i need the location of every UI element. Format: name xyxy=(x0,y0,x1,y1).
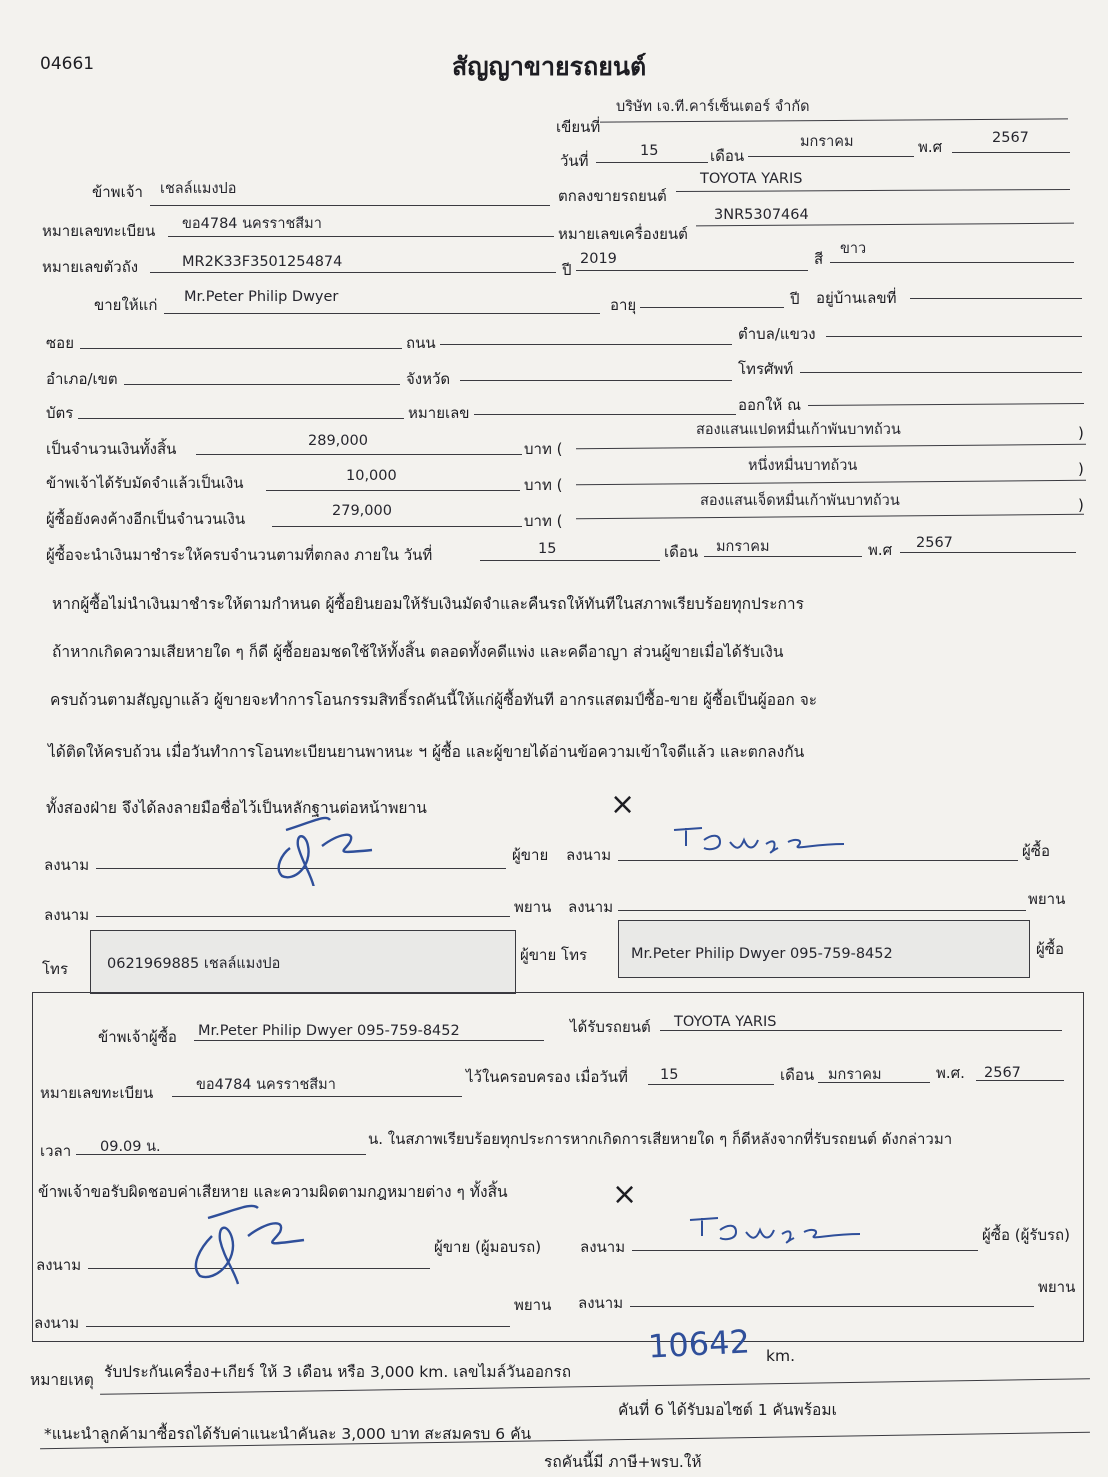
pay-year-label: พ.ศ xyxy=(868,541,893,559)
total-amount: 289,000 xyxy=(308,433,368,449)
receipt-witness2-sign-label: ลงนาม xyxy=(578,1294,624,1312)
pay-month: มกราคม xyxy=(716,539,770,555)
written-at-line xyxy=(600,118,1068,122)
document-title: สัญญาขายรถยนต์ xyxy=(452,52,647,81)
soi-label: ซอย xyxy=(46,334,74,352)
terms-line-3: ครบถ้วนตามสัญญาแล้ว ผู้ขายจะทำการโอนกรรมสิทธิ์รถคันนี้ให้แก่ผู้ซื้อทันที อากรแสตมป์ซื้อ-ขาย ผู้ซื้อเป็นผู้ออก จะ xyxy=(50,691,818,709)
seller-name: เชลล์แมงปอ xyxy=(160,181,237,197)
date-day-line xyxy=(596,162,708,163)
buyer-role-label: ผู้ซื้อ xyxy=(1022,842,1050,860)
road-line xyxy=(440,344,732,345)
receipt-condition-text: น. ในสภาพเรียบร้อยทุกประการหากเกิดการเสียหายใด ๆ ก็ดีหลังจากที่รับรถยนต์ ดังกล่าวมา xyxy=(368,1130,953,1148)
receipt-month: มกราคม xyxy=(828,1067,882,1083)
car-color: ขาว xyxy=(840,241,867,257)
color-label: สี xyxy=(814,250,824,268)
age-label: อายุ xyxy=(610,296,637,314)
color-line xyxy=(830,262,1074,263)
receipt-buyer-sign-label: ลงนาม xyxy=(580,1238,626,1256)
car-model: TOYOTA YARIS xyxy=(700,171,803,187)
receipt-car: TOYOTA YARIS xyxy=(674,1014,777,1030)
remaining-words-line xyxy=(576,514,1084,519)
pay-day-line xyxy=(480,560,660,561)
receipt-time: 09.09 น. xyxy=(100,1139,161,1155)
date-year: 2567 xyxy=(992,130,1029,146)
terms-line-4: ได้ติดให้ครบถ้วน เมื่อวันทำการโอนทะเบียนยานพาหนะ ฯ ผู้ซื้อ และผู้ขายได้อ่านข้อความเข้าใจดีแล้ว และตกลงกัน xyxy=(48,743,805,761)
receipt-received-label: ได้รับรถยนต์ xyxy=(570,1018,651,1036)
receipt-reg: ขอ4784 นครราชสีมา xyxy=(196,1077,336,1093)
buyer-signature xyxy=(664,820,854,860)
receipt-buyer-role: ผู้ซื้อ (ผู้รับรถ) xyxy=(982,1226,1070,1244)
receipt-buyer-label: ข้าพเจ้าผู้ซื้อ xyxy=(98,1028,177,1046)
date-label: วันที่ xyxy=(560,152,589,170)
card-no-label: หมายเลข xyxy=(408,404,470,422)
terms-line-5: ทั้งสองฝ่าย จึงได้ลงลายมือชื่อไว้เป็นหลักฐานต่อหน้าพยาน xyxy=(46,799,427,817)
issued-at-label: ออกให้ ณ xyxy=(738,396,801,414)
pay-by-label: ผู้ซื้อจะนำเงินมาชำระให้ครบจำนวนตามที่ตกลง ภายใน วันที่ xyxy=(46,546,433,564)
receipt-buyer-x-mark: × xyxy=(612,1177,638,1212)
pay-month-label: เดือน xyxy=(664,543,699,561)
car-year-line xyxy=(576,270,808,271)
receipt-buyer: Mr.Peter Philip Dwyer 095-759-8452 xyxy=(198,1023,460,1039)
pay-year-line xyxy=(900,552,1076,553)
seller-phone: 0621969885 เชลล์แมงปอ xyxy=(107,956,281,972)
seller-phone-box xyxy=(90,930,516,994)
notes-label: หมายเหตุ xyxy=(30,1371,94,1389)
car-year-label: ปี xyxy=(562,261,572,279)
chassis-label: หมายเลขตัวถัง xyxy=(42,258,139,276)
total-line xyxy=(196,454,522,455)
receipt-month-label: เดือน xyxy=(780,1066,815,1084)
date-year-line xyxy=(952,152,1070,153)
receipt-day-line xyxy=(648,1084,774,1085)
document-number: 04661 xyxy=(40,54,95,74)
soi-line xyxy=(80,348,402,349)
deposit-close: ) xyxy=(1078,460,1084,478)
receipt-buyer-signature xyxy=(680,1210,870,1250)
chassis-number: MR2K33F3501254874 xyxy=(182,254,343,270)
buyer-x-mark: × xyxy=(610,787,636,822)
province-line xyxy=(460,380,732,381)
deposit-amount: 10,000 xyxy=(346,468,397,484)
total-close: ) xyxy=(1078,424,1084,442)
receipt-witness1-sign-label: ลงนาม xyxy=(34,1314,80,1332)
notes-km-unit: km. xyxy=(766,1347,796,1365)
remaining-words: สองแสนเจ็ดหมื่นเก้าพันบาทถ้วน xyxy=(700,493,900,509)
pay-day: 15 xyxy=(538,541,557,557)
chassis-line xyxy=(150,272,556,273)
receipt-reg-line xyxy=(172,1096,462,1097)
receipt-time-label: เวลา xyxy=(40,1142,72,1160)
phone-label: โทรศัพท์ xyxy=(738,360,794,378)
agree-sell-label: ตกลงขายรถยนต์ xyxy=(558,187,667,205)
road-label: ถนน xyxy=(406,334,436,352)
receipt-day: 15 xyxy=(660,1067,679,1083)
district-line xyxy=(124,384,400,385)
issued-at-line xyxy=(808,403,1084,406)
receipt-witness1-sign-line xyxy=(86,1326,510,1327)
written-at-label: เขียนที่ xyxy=(556,118,601,136)
subdistrict-label: ตำบล/แขวง xyxy=(738,325,816,343)
sell-to-label: ขายให้แก่ xyxy=(94,296,158,314)
receipt-year-label: พ.ศ. xyxy=(936,1064,965,1082)
date-year-label: พ.ศ xyxy=(918,138,943,156)
notes-mileage: 10642 xyxy=(647,1322,751,1366)
province-label: จังหวัด xyxy=(406,370,451,388)
witness2-sign-line xyxy=(618,910,1026,911)
buyer-line xyxy=(164,313,600,314)
engine-number: 3NR5307464 xyxy=(714,207,809,223)
vehicle-receipt-box xyxy=(32,992,1084,1342)
date-month-line xyxy=(748,156,914,157)
buyer-sign-line xyxy=(618,860,1018,861)
receipt-buyer-sign-line xyxy=(632,1250,978,1251)
district-label: อำเภอ/เขต xyxy=(46,370,118,388)
reg-line xyxy=(168,236,554,237)
seller-sign-label: ลงนาม xyxy=(44,856,90,874)
buyer-sign-label: ลงนาม xyxy=(566,846,612,864)
seller-role-label: ผู้ขาย xyxy=(512,846,549,864)
reg-number: ขอ4784 นครราชสีมา xyxy=(182,216,322,232)
remaining-baht-label: บาท ( xyxy=(524,512,563,530)
house-no-label: อยู่บ้านเลขที่ xyxy=(816,289,897,307)
deposit-baht-label: บาท ( xyxy=(524,476,563,494)
reg-label: หมายเลขทะเบียน xyxy=(42,222,156,240)
date-day: 15 xyxy=(640,143,659,159)
seller-tel-label: ผู้ขาย โทร xyxy=(520,946,588,964)
date-month: มกราคม xyxy=(800,134,854,150)
buyer-tel-role: ผู้ซื้อ xyxy=(1036,940,1064,958)
remaining-label: ผู้ซื้อยังคงค้างอีกเป็นจำนวนเงิน xyxy=(46,510,246,528)
receipt-buyer-line xyxy=(194,1040,544,1041)
receipt-witness2-role: พยาน xyxy=(1038,1278,1076,1296)
buyer-name: Mr.Peter Philip Dwyer xyxy=(184,289,339,305)
witness1-sign-label: ลงนาม xyxy=(44,906,90,924)
receipt-seller-signature xyxy=(172,1196,342,1286)
total-label: เป็นจำนวนเงินทั้งสิ้น xyxy=(46,440,177,458)
seller-signature xyxy=(252,806,402,886)
buyer-phone: Mr.Peter Philip Dwyer 095-759-8452 xyxy=(631,946,893,962)
receipt-possession-label: ไว้ในครอบครอง เมื่อวันที่ xyxy=(466,1068,628,1086)
witness1-sign-line xyxy=(96,916,510,917)
deposit-words: หนึ่งหมื่นบาทถ้วน xyxy=(748,458,858,474)
age-line xyxy=(640,307,784,308)
receipt-year: 2567 xyxy=(984,1065,1021,1081)
remaining-amount: 279,000 xyxy=(332,503,392,519)
subdistrict-line xyxy=(826,336,1082,337)
tel-label: โทร xyxy=(42,960,69,978)
age-unit-label: ปี xyxy=(790,290,800,308)
deposit-words-line xyxy=(576,480,1086,485)
total-words-line xyxy=(576,444,1086,449)
total-words: สองแสนแปดหมื่นเก้าพันบาทถ้วน xyxy=(696,422,901,438)
notes-tax: รถคันนี้มี ภาษี+พรบ.ให้ xyxy=(544,1453,702,1471)
pay-year: 2567 xyxy=(916,535,953,551)
card-label: บัตร xyxy=(46,404,74,422)
receipt-reg-label: หมายเลขทะเบียน xyxy=(40,1084,154,1102)
notes-referral: *แนะนำลูกค้ามาซื้อรถได้รับค่าแนะนำคันละ 3,000 บาท สะสมครบ 6 คัน xyxy=(44,1425,532,1443)
seller-line xyxy=(150,205,550,206)
phone-line xyxy=(800,372,1082,373)
witness2-sign-label: ลงนาม xyxy=(568,898,614,916)
receipt-witness2-sign-line xyxy=(630,1306,1034,1307)
receipt-liability-text: ข้าพเจ้าขอรับผิดชอบค่าเสียหาย และความผิดตามกฎหมายต่าง ๆ ทั้งสิ้น xyxy=(38,1183,508,1201)
notes-warranty: รับประกันเครื่อง+เกียร์ ให้ 3 เดือน หรือ 3,000 km. เลขไมล์วันออกรถ xyxy=(104,1363,572,1381)
pay-month-line xyxy=(704,556,862,557)
date-month-label: เดือน xyxy=(710,147,745,165)
receipt-seller-role: ผู้ขาย (ผู้มอบรถ) xyxy=(434,1238,542,1256)
witness1-role-label: พยาน xyxy=(514,898,552,916)
card-line xyxy=(78,418,404,419)
terms-line-1: หากผู้ซื้อไม่นำเงินมาชำระให้ตามกำหนด ผู้ซื้อยินยอมให้รับเงินมัดจำและคืนรถให้ทันทีในสภาพเรียบร้อยทุกประการ xyxy=(52,595,804,613)
notes-referral-bonus: คันที่ 6 ได้รับมอไซต์ 1 คันพร้อมเ xyxy=(618,1401,837,1419)
car-model-line xyxy=(676,189,1070,192)
seller-label: ข้าพเจ้า xyxy=(92,183,143,201)
car-year: 2019 xyxy=(580,251,617,267)
remaining-close: ) xyxy=(1078,496,1084,514)
card-no-line xyxy=(474,414,736,415)
house-no-line xyxy=(910,298,1082,299)
remaining-line xyxy=(272,526,522,527)
engine-label: หมายเลขเครื่องยนต์ xyxy=(558,225,688,243)
receipt-witness1-role: พยาน xyxy=(514,1296,552,1314)
written-at-value: บริษัท เจ.ที.คาร์เซ็นเตอร์ จำกัด xyxy=(616,99,810,115)
terms-line-2: ถ้าหากเกิดความเสียหายใด ๆ ก็ดี ผู้ซื้อยอมชดใช้ให้ทั้งสิ้น ตลอดทั้งคดีแพ่ง และคดีอาญา ส่วนผู้ขายเมื่อได้รับเงิน xyxy=(52,643,784,661)
total-baht-label: บาท ( xyxy=(524,440,563,458)
buyer-phone-box xyxy=(618,920,1030,978)
witness2-role-label: พยาน xyxy=(1028,890,1066,908)
deposit-line xyxy=(266,490,520,491)
receipt-seller-sign-label: ลงนาม xyxy=(36,1256,82,1274)
deposit-label: ข้าพเจ้าได้รับมัดจำแล้วเป็นเงิน xyxy=(46,474,244,492)
